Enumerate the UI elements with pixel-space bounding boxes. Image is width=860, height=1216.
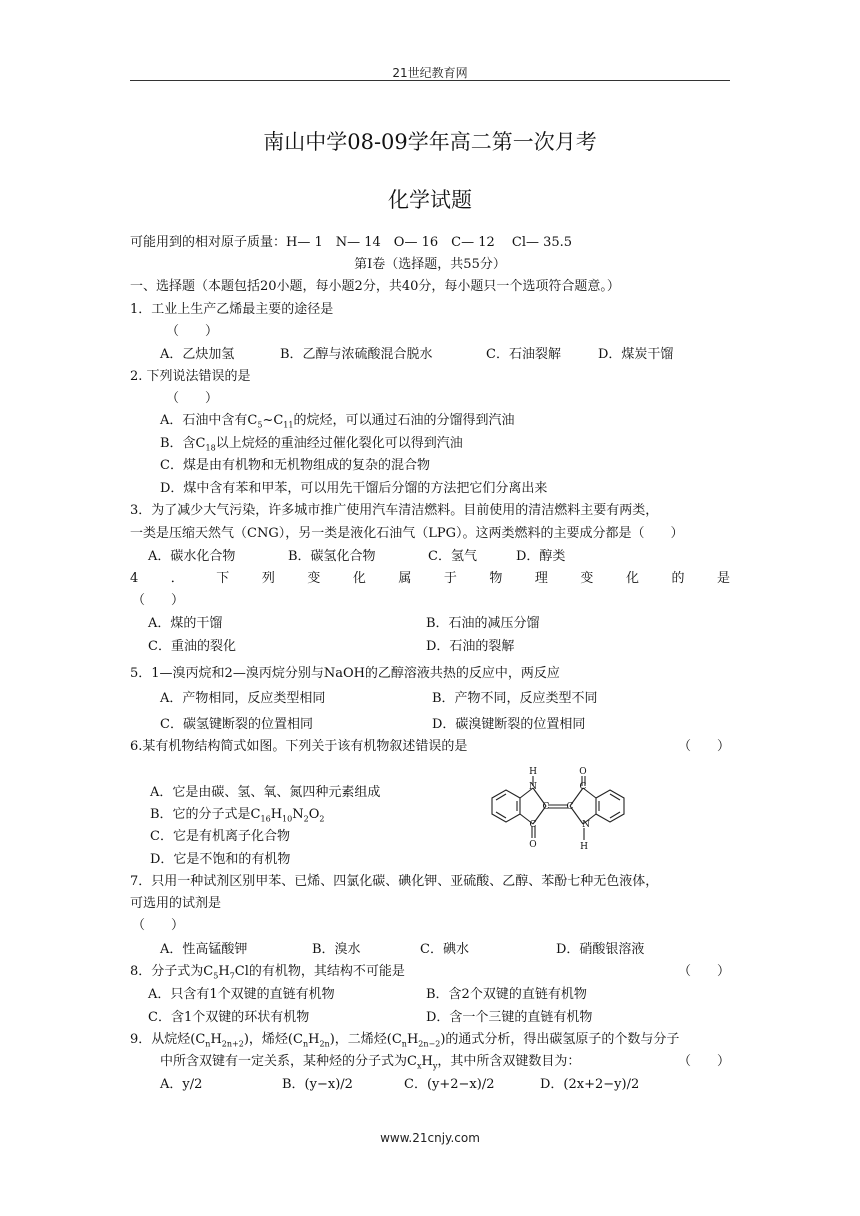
q2-option-b: B．含$C_{18}$以上烷烃的重油经过催化裂化可以得到汽油 (160, 436, 463, 453)
q8-option-c: C．含1个双键的环状有机物 (148, 1010, 310, 1025)
answer-paren: （ ） (677, 739, 730, 754)
q3-option-c: C．氢气 (428, 549, 477, 564)
atomic-masses: 可能用到的相对原子质量：H— 1 N— 14 O— 16 C— 12 Cl— 35.5 (130, 235, 573, 250)
question-2-stem: 2. 下列说法错误的是 (130, 369, 251, 384)
question-6-stem: 6.某有机物结构简式如图。下列关于该有机物叙述错误的是 (130, 739, 468, 754)
struct-atom-o-top: O (579, 767, 587, 777)
struct-atom-c-right: C (566, 802, 574, 812)
q9-option-b: B．(y−x)/2 (282, 1077, 353, 1092)
struct-atom-n-left: N (529, 782, 537, 792)
struct-atom-h-bottom: H (580, 842, 588, 850)
question-3-line-1: 3．为了减少大气污染，许多城市推广使用汽车清洁燃料。目前使用的清洁燃料主要有两类， (130, 503, 659, 518)
page-footer: www.21cnjy.com (380, 1131, 480, 1145)
q1-option-b: B．乙醇与浓硫酸混合脱水 (280, 347, 433, 362)
struct-atom-c-left-carbonyl: C (529, 820, 537, 830)
q3-option-d: D．醇类 (516, 549, 566, 564)
struct-atom-n-right: N (582, 820, 590, 830)
q7-option-b: B．溴水 (312, 942, 361, 957)
answer-paren: （ ） (677, 964, 730, 979)
structural-formula-diagram (488, 766, 638, 850)
answer-paren: （ ） (677, 1054, 730, 1069)
q3-option-a: A．碳水化合物 (148, 549, 236, 564)
question-3-line-2: 一类是压缩天然气（CNG），另一类是液化石油气（LPG）。这两类燃料的主要成分都是（ ） (130, 526, 684, 541)
q7-option-a: A．性高锰酸钾 (160, 942, 248, 957)
q4-option-c: C．重油的裂化 (148, 639, 236, 654)
question-7-line-1: 7．只用一种试剂区别甲苯、已烯、四氯化碳、碘化钾、亚硫酸、乙醇、苯酚七种无色液体， (130, 874, 659, 889)
header-rule (130, 80, 730, 81)
question-4-stem: 4 ． 下 列 变 化 属 于 物 理 变 化 的 是 (130, 571, 730, 586)
page-header: 21世纪教育网 (392, 66, 468, 80)
q9-option-c: C．(y+2−x)/2 (404, 1077, 495, 1092)
q1-option-d: D．煤炭干馏 (598, 347, 674, 362)
q2-option-d: D．煤中含有苯和甲苯，可以用先干馏后分馏的方法把它们分离出来 (160, 481, 548, 496)
answer-paren: （ ） (166, 391, 219, 406)
q6-option-b: B．它的分子式是$C_{16}H_{10}N_2O_2$ (150, 807, 325, 824)
q8-option-d: D．含一个三键的直链有机物 (426, 1010, 593, 1025)
q5-option-a: A．产物相同，反应类型相同 (160, 691, 326, 706)
part-intro: 一、选择题（本题包括20小题，每小题2分，共40分，每小题只一个选项符合题意。） (130, 279, 620, 294)
q6-option-d: D．它是不饱和的有机物 (150, 852, 291, 867)
q4-option-b: B．石油的减压分馏 (426, 616, 540, 631)
exam-title: 南山中学08-09学年高二第一次月考 (263, 130, 597, 154)
answer-paren: （ ） (166, 324, 219, 339)
answer-paren: （ ） (132, 918, 185, 933)
struct-atom-h-top: H (529, 767, 537, 777)
question-8-stem: 8．分子式为$C_5H_7Cl$的有机物，其结构不可能是 (130, 964, 405, 981)
q8-option-a: A．只含有1个双键的直链有机物 (148, 987, 335, 1002)
q2-option-c: C．煤是由有机物和无机物组成的复杂的混合物 (160, 458, 430, 473)
question-9-line-1: 9．从烷烃$(C_nH_{2n+2})$，烯烃$(C_nH_{2n})$，二烯烃$(C_nH_{2n-2})$的通式分析，得出碳氢原子的个数与分子 (130, 1032, 680, 1049)
question-5-stem: 5．1—溴丙烷和2—溴丙烷分别与NaOH的乙醇溶液共热的反应中，两反应 (130, 666, 560, 681)
q5-option-c: C．碳氢键断裂的位置相同 (160, 717, 313, 732)
answer-paren: （ ） (132, 593, 185, 608)
q7-option-d: D．硝酸银溶液 (556, 942, 645, 957)
q5-option-b: B．产物不同，反应类型不同 (432, 691, 598, 706)
q4-option-a: A．煤的干馏 (148, 616, 223, 631)
q9-option-d: D．(2x+2−y)/2 (540, 1077, 640, 1092)
q6-option-c: C．它是有机离子化合物 (150, 829, 290, 844)
struct-atom-o-bottom: O (529, 840, 537, 850)
q2-option-a: A．石油中含有$C_5\sim C_{11}$的烷烃，可以通过石油的分馏得到汽油 (160, 413, 515, 430)
q7-option-c: C．碘水 (420, 942, 469, 957)
q1-option-c: C．石油裂解 (486, 347, 561, 362)
q3-option-b: B．碳氢化合物 (288, 549, 376, 564)
struct-atom-c-right-carbonyl: C (579, 782, 587, 792)
question-7-line-2: 可选用的试剂是 (130, 896, 222, 911)
q5-option-d: D．碳溴键断裂的位置相同 (432, 717, 586, 732)
exam-subtitle: 化学试题 (388, 188, 472, 212)
q6-option-a: A．它是由碳、氢、氧、氮四种元素组成 (150, 785, 381, 800)
struct-atom-c-left: C (542, 802, 550, 812)
q8-option-b: B．含2个双键的直链有机物 (426, 987, 587, 1002)
q1-option-a: A．乙炔加氢 (160, 347, 235, 362)
section-heading: 第Ⅰ卷（选择题，共55分） (354, 257, 506, 272)
q9-option-a: A．y/2 (160, 1077, 203, 1092)
q4-option-d: D．石油的裂解 (426, 639, 515, 654)
question-1-stem: 1．工业上生产乙烯最主要的途径是 (130, 302, 334, 317)
question-9-line-2: 中所含双键有一定关系，某种烃的分子式为$C_xH_y$，其中所含双键数目为： (160, 1054, 581, 1071)
